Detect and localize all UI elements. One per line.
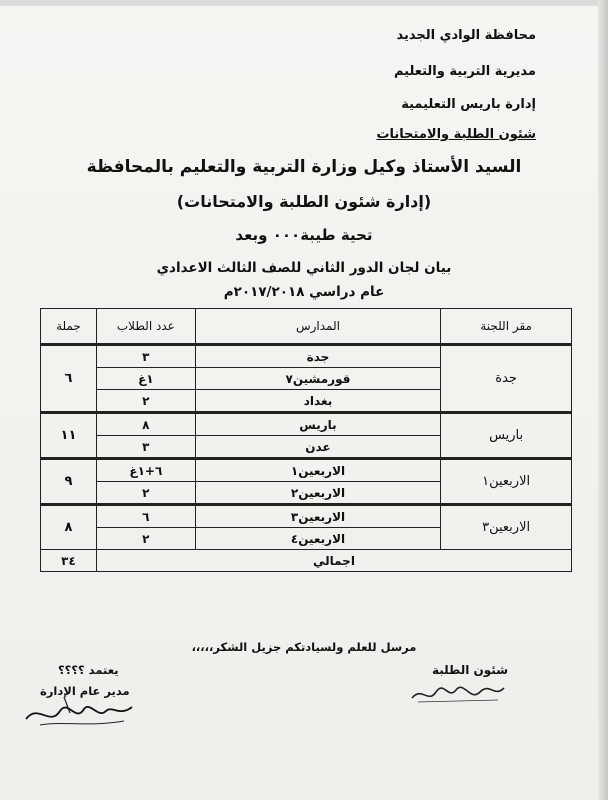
grand-total-label: اجمالي <box>96 550 571 572</box>
count-cell: ٦+١غ <box>96 459 195 482</box>
table-row <box>41 345 572 368</box>
approver-signature <box>20 693 140 733</box>
school-cell: باريس <box>195 413 440 436</box>
scan-edge-right <box>598 0 608 800</box>
school-cell: الاربعين١ <box>195 459 440 482</box>
school-cell: الاربعين٣ <box>195 505 440 528</box>
header-directorate: مديرية التربية والتعليم <box>393 64 536 79</box>
count-cell: ١غ <box>96 368 195 390</box>
approval-label: يعتمد ؟؟؟؟ <box>58 663 119 677</box>
count-cell: ٣ <box>96 436 195 459</box>
school-cell: قورمشين٧ <box>195 368 440 390</box>
letter-school-year: عام دراسي ٢٠١٧/٢٠١٨م <box>223 284 385 300</box>
total-cell: ١١ <box>41 413 97 459</box>
count-cell: ٢ <box>96 390 195 413</box>
count-cell: ٨ <box>96 413 195 436</box>
header-schools: المدارس <box>195 309 440 345</box>
hall-cell: الاربعين١ <box>441 459 572 505</box>
hall-cell: الاربعين٣ <box>441 505 572 550</box>
count-cell: ٢ <box>96 528 195 550</box>
header-administration: إدارة باريس التعليمية <box>401 97 536 112</box>
header-department: شئون الطلبة والامتحانات <box>376 127 536 142</box>
letter-office: (إدارة شئون الطلبة والامتحانات) <box>176 192 432 211</box>
signatory-affairs: شئون الطلبة <box>431 663 508 677</box>
school-cell: جدة <box>195 345 440 368</box>
hall-cell: باريس <box>441 413 572 459</box>
hall-cell: جدة <box>441 345 572 413</box>
letter-subject: بيان لجان الدور الثاني للصف الثالث الاعدادي <box>156 260 452 276</box>
total-cell: ٦ <box>41 345 97 413</box>
total-cell: ٨ <box>41 505 97 550</box>
letter-greeting: تحية طيبة٠٠٠ وبعد <box>235 226 373 244</box>
count-cell: ٣ <box>96 345 195 368</box>
committees-table <box>40 308 572 572</box>
school-cell: الاربعين٤ <box>195 528 440 550</box>
closing-note: مرسل للعلم ولسيادتكم جزيل الشكر،،،،، <box>191 640 417 654</box>
header-governorate: محافظة الوادي الجديد <box>396 28 536 43</box>
approver-title: مدير عام الإدارة <box>40 684 130 698</box>
school-cell: الاربعين٢ <box>195 482 440 505</box>
school-cell: بغداد <box>195 390 440 413</box>
letter-addressee: السيد الأستاذ وكيل وزارة التربية والتعليم بالمحافظة <box>86 157 522 177</box>
header-total: جملة <box>41 309 97 345</box>
school-cell: عدن <box>195 436 440 459</box>
total-cell: ٩ <box>41 459 97 505</box>
table-header-row <box>41 309 572 345</box>
table-row <box>41 459 572 482</box>
table-row <box>41 413 572 436</box>
header-hall: مقر اللجنة <box>441 309 572 345</box>
grand-total-value: ٣٤ <box>41 550 97 572</box>
grand-total-row <box>41 550 572 572</box>
scan-edge-top <box>0 0 608 6</box>
affairs-signature <box>408 680 508 708</box>
table-row <box>41 505 572 528</box>
header-students: عدد الطلاب <box>96 309 195 345</box>
count-cell: ٦ <box>96 505 195 528</box>
count-cell: ٢ <box>96 482 195 505</box>
